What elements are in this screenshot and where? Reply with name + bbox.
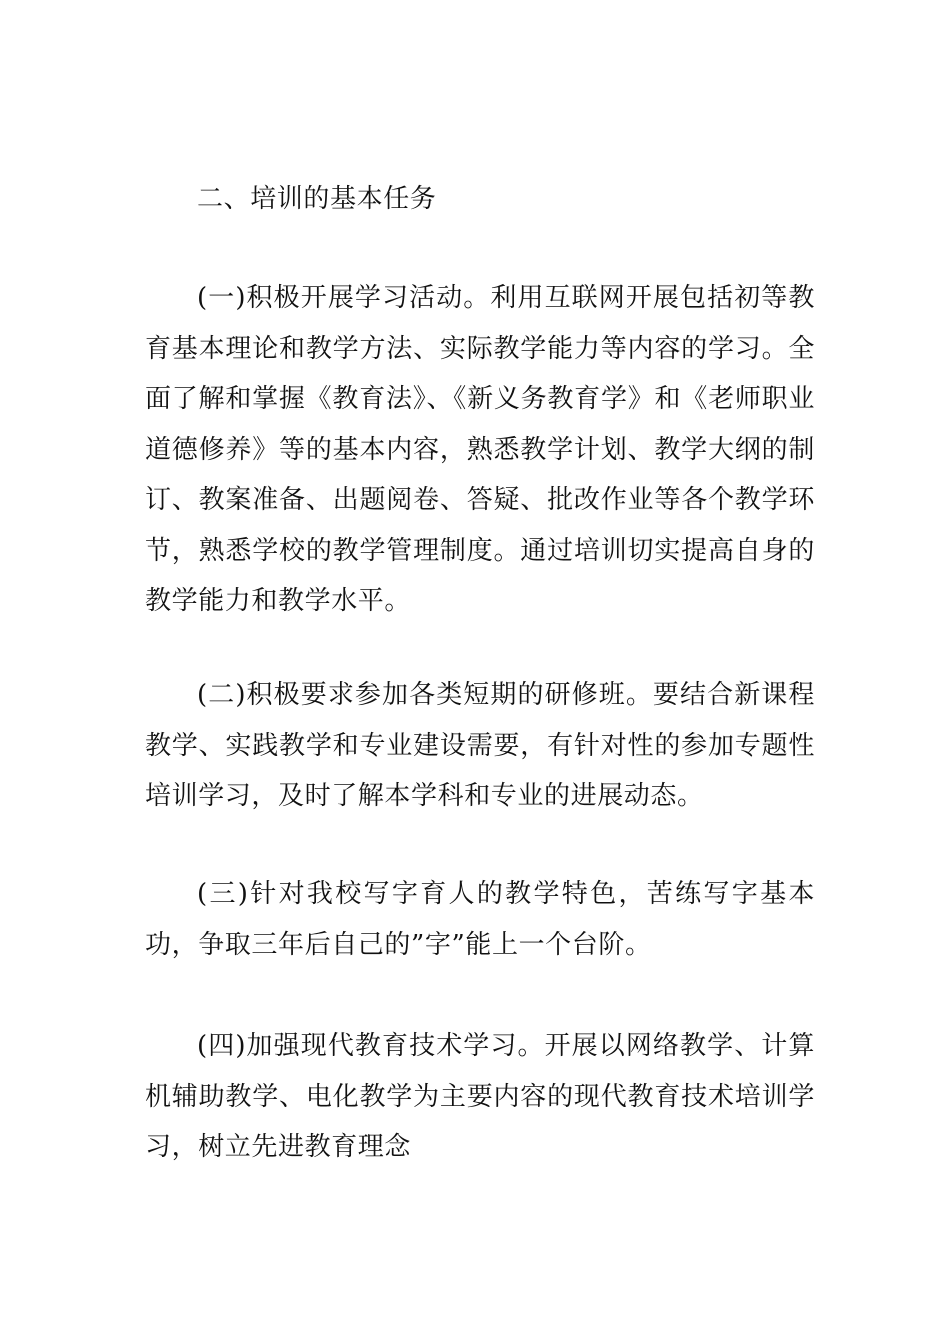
paragraph-1: (一)积极开展学习活动。利用互联网开展包括初等教育基本理论和教学方法、实际教学能力等内容的学习。全面了解和掌握《教育法》、《新义务教育学》和《老师职业道德修养》等的基本内容，熟悉教学计划、教学大纲的制订、教案准备、出题阅卷、答疑、批改作业等各个教学环节，熟悉学校的教学管理制度。通过培训切实提高自身的教学能力和教学水平。 [145,283,815,616]
paragraph-2: (二)积极要求参加各类短期的研修班。要结合新课程教学、实践教学和专业建设需要，有针对性的参加专题性培训学习，及时了解本学科和专业的进展动态。 [145,680,815,811]
paragraph-4: (四)加强现代教育技术学习。开展以网络教学、计算机辅助教学、电化教学为主要内容的现代教育技术培训学习，树立先进教育理念 [145,1031,815,1162]
paragraph-3: (三)针对我校写字育人的教学特色，苦练写字基本功，争取三年后自己的”字”能上一个台阶。 [145,879,815,960]
section-heading: 二、培训的基本任务 [197,184,437,214]
